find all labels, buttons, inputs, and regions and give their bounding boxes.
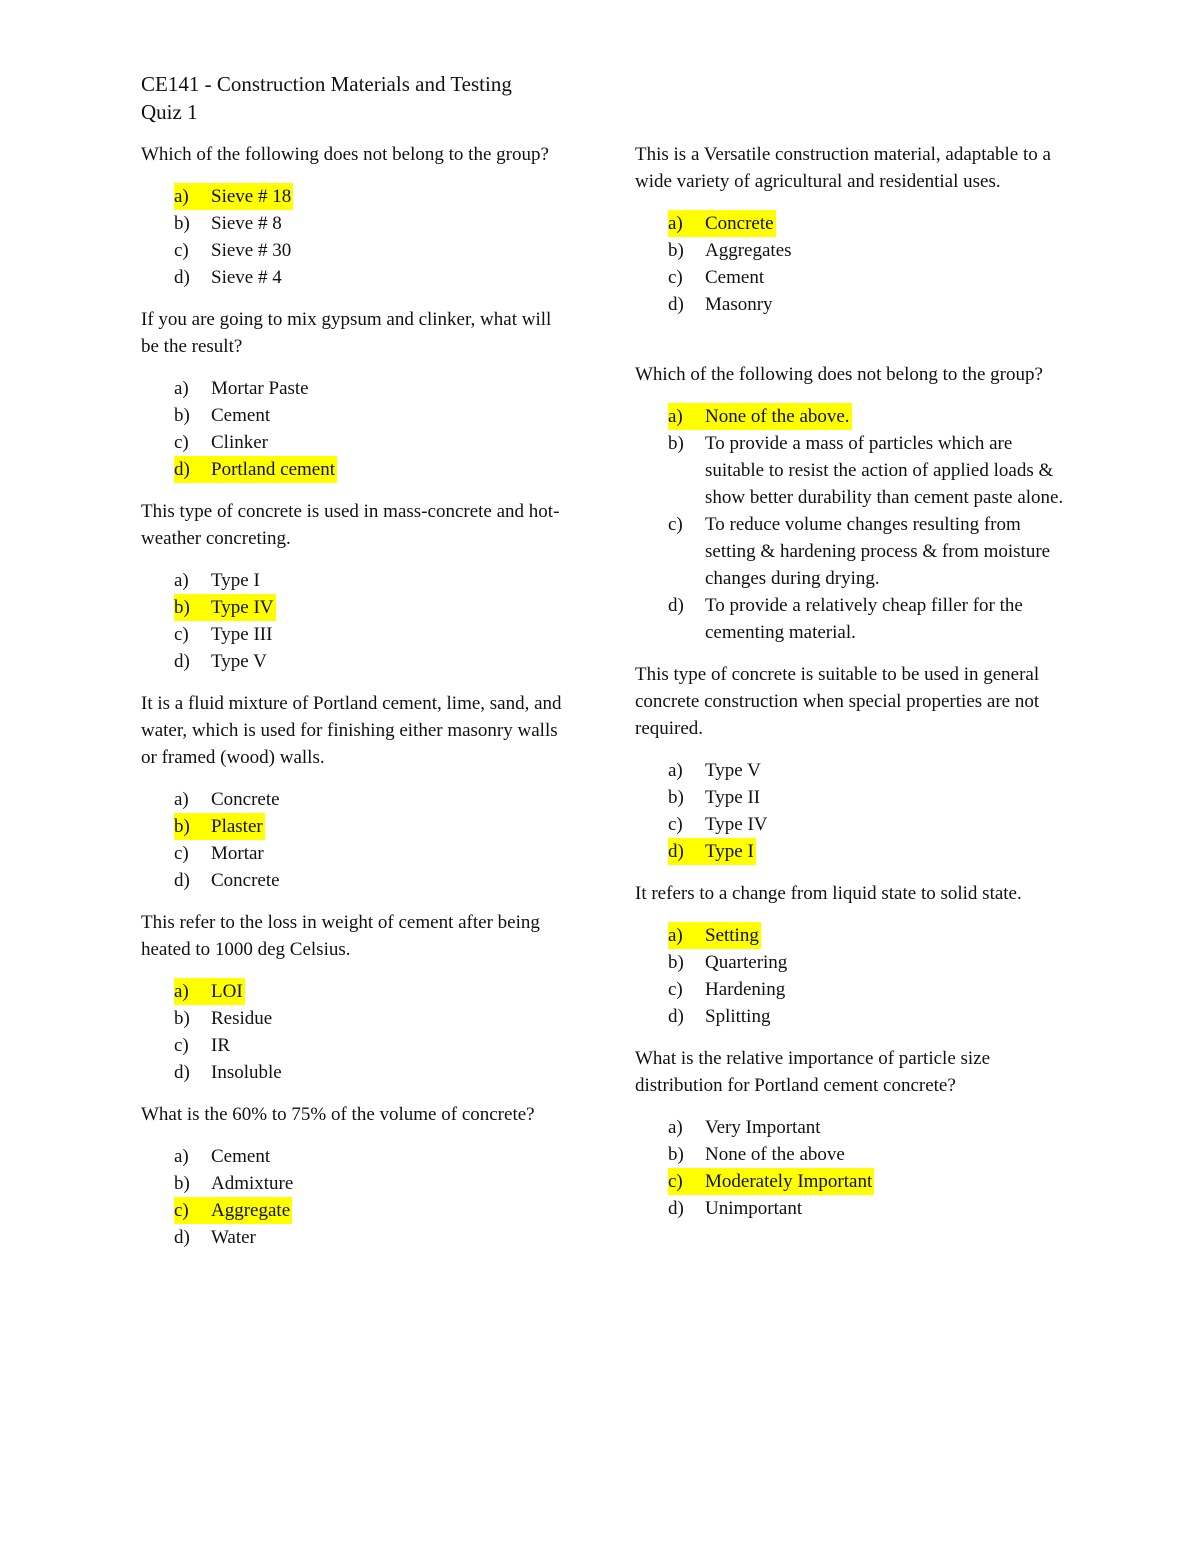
option-letter: a) <box>174 981 189 1002</box>
answer-option <box>668 1141 1075 1168</box>
answer-highlight <box>174 813 265 840</box>
option-text: To reduce volume changes resulting from setting & hardening process & from moisture changes during drying. <box>705 514 1051 589</box>
answer-option <box>668 784 1075 811</box>
option-list <box>141 1143 571 1251</box>
answer-option <box>668 757 1075 784</box>
answer-option-highlighted <box>668 922 1075 949</box>
option-text: Masonry <box>705 294 773 315</box>
option-text: Admixture <box>211 1173 294 1194</box>
question <box>635 141 1075 346</box>
option-text: LOI <box>211 981 243 1002</box>
answer-option <box>174 210 571 237</box>
option-text: Sieve # 30 <box>211 240 292 261</box>
answer-option <box>174 567 571 594</box>
option-list <box>141 375 571 483</box>
option-text: Sieve # 4 <box>211 267 282 288</box>
question-text: This is a Versatile construction material, adaptable to a wide variety of agricultural and residential uses. <box>635 144 1051 192</box>
answer-option <box>668 592 1075 646</box>
answer-option-highlighted <box>174 813 571 840</box>
answer-option-highlighted <box>668 403 1075 430</box>
option-text: Type IV <box>705 814 768 835</box>
option-text: Insoluble <box>211 1062 282 1083</box>
option-letter: a) <box>668 925 683 946</box>
answer-option <box>668 949 1075 976</box>
option-text: To provide a mass of particles which are suitable to resist the action of applied loads & show better durability than cement paste alone. <box>705 433 1064 508</box>
question-text: This type of concrete is used in mass-concrete and hot-weather concreting. <box>141 501 560 549</box>
option-letter: c) <box>668 814 683 835</box>
question-text: This refer to the loss in weight of cement after being heated to 1000 deg Celsius. <box>141 912 540 960</box>
option-list <box>635 922 1075 1030</box>
answer-option <box>174 375 571 402</box>
option-text: Setting <box>705 925 759 946</box>
answer-highlight <box>174 594 276 621</box>
option-letter: b) <box>668 1144 684 1165</box>
option-text: Type IV <box>211 597 274 618</box>
option-letter: d) <box>174 1227 190 1248</box>
answer-option-highlighted <box>174 1197 571 1224</box>
option-list <box>141 183 571 291</box>
option-letter: c) <box>668 267 683 288</box>
answer-highlight <box>668 210 776 237</box>
option-letter: c) <box>668 1171 683 1192</box>
option-text: Type III <box>211 624 273 645</box>
option-letter: a) <box>174 570 189 591</box>
option-letter: a) <box>174 1146 189 1167</box>
question-text: Which of the following does not belong to the group? <box>635 364 1043 385</box>
option-text: Hardening <box>705 979 786 1000</box>
answer-option <box>174 648 571 675</box>
question <box>141 909 571 1086</box>
option-letter: b) <box>174 816 190 837</box>
option-text: None of the above <box>705 1144 845 1165</box>
option-text: IR <box>211 1035 230 1056</box>
option-text: Residue <box>211 1008 273 1029</box>
answer-option <box>174 429 571 456</box>
option-text: Type V <box>705 760 761 781</box>
option-letter: b) <box>668 240 684 261</box>
option-text: Clinker <box>211 432 268 453</box>
option-letter: a) <box>668 406 683 427</box>
answer-option-highlighted <box>174 456 571 483</box>
option-letter: a) <box>668 1117 683 1138</box>
option-text: Cement <box>705 267 765 288</box>
answer-option <box>668 811 1075 838</box>
option-text: Moderately Important <box>705 1171 873 1192</box>
option-text: Unimportant <box>705 1198 803 1219</box>
option-letter: a) <box>668 213 683 234</box>
question-text: It refers to a change from liquid state to solid state. <box>635 883 1022 904</box>
option-letter: b) <box>174 405 190 426</box>
option-letter: c) <box>174 1035 189 1056</box>
option-letter: c) <box>174 1200 189 1221</box>
answer-option <box>174 1170 571 1197</box>
option-list <box>141 567 571 675</box>
answer-option <box>174 840 571 867</box>
answer-option <box>668 264 1075 291</box>
answer-option <box>174 867 571 894</box>
answer-option <box>668 237 1075 264</box>
option-letter: b) <box>174 1173 190 1194</box>
question-text: What is the 60% to 75% of the volume of concrete? <box>141 1104 535 1125</box>
question <box>635 361 1075 646</box>
option-text: Type II <box>705 787 761 808</box>
question <box>635 880 1075 1030</box>
answer-option <box>174 1005 571 1032</box>
option-letter: d) <box>174 267 190 288</box>
answer-highlight <box>668 403 852 430</box>
answer-option-highlighted <box>174 183 571 210</box>
quiz-subtitle: Quiz 1 <box>141 100 198 124</box>
option-text: To provide a relatively cheap filler for the cementing material. <box>705 595 1023 643</box>
option-text: Concrete <box>705 213 774 234</box>
option-text: Quartering <box>705 952 788 973</box>
answer-option <box>668 291 1075 318</box>
answer-highlight <box>174 1197 292 1224</box>
answer-option <box>174 786 571 813</box>
answer-highlight <box>174 456 337 483</box>
option-text: Mortar Paste <box>211 378 309 399</box>
question-text: This type of concrete is suitable to be used in general concrete construction when special properties are not required. <box>635 664 1040 739</box>
option-letter: c) <box>174 624 189 645</box>
option-letter: c) <box>668 979 683 1000</box>
answer-option-highlighted <box>668 210 1075 237</box>
option-letter: c) <box>174 843 189 864</box>
answer-highlight <box>668 1168 874 1195</box>
option-text: Aggregate <box>211 1200 291 1221</box>
answer-option <box>668 511 1075 592</box>
option-text: Aggregates <box>705 240 792 261</box>
answer-option <box>174 1032 571 1059</box>
option-letter: c) <box>668 514 683 535</box>
option-text: Portland cement <box>211 459 335 480</box>
option-letter: d) <box>668 595 684 616</box>
answer-option <box>174 1224 571 1251</box>
question <box>141 141 571 291</box>
option-text: Mortar <box>211 843 264 864</box>
left-column <box>141 141 571 1266</box>
option-text: Splitting <box>705 1006 771 1027</box>
question-text: Which of the following does not belong to the group? <box>141 144 549 165</box>
spacer <box>635 318 1075 346</box>
option-text: Very Important <box>705 1117 821 1138</box>
option-letter: b) <box>668 787 684 808</box>
question-text: If you are going to mix gypsum and clinker, what will be the result? <box>141 309 552 357</box>
option-letter: c) <box>174 432 189 453</box>
answer-option <box>174 621 571 648</box>
option-list <box>635 403 1075 646</box>
option-letter: d) <box>668 1198 684 1219</box>
option-list <box>141 786 571 894</box>
right-column <box>635 141 1075 1237</box>
question-text: It is a fluid mixture of Portland cement, lime, sand, and water, which is used for finishing either masonry walls or framed (wood) walls. <box>141 693 562 768</box>
option-letter: a) <box>668 760 683 781</box>
answer-option <box>668 1003 1075 1030</box>
option-text: Concrete <box>211 870 280 891</box>
option-text: Sieve # 8 <box>211 213 282 234</box>
option-list <box>141 978 571 1086</box>
option-letter: a) <box>174 789 189 810</box>
answer-highlight <box>174 978 245 1005</box>
answer-highlight <box>174 183 293 210</box>
option-letter: b) <box>174 597 190 618</box>
option-list <box>635 1114 1075 1222</box>
answer-option-highlighted <box>174 594 571 621</box>
option-letter: d) <box>668 1006 684 1027</box>
option-text: Plaster <box>211 816 263 837</box>
answer-option <box>668 430 1075 511</box>
option-text: Concrete <box>211 789 280 810</box>
option-letter: b) <box>668 433 684 454</box>
option-letter: a) <box>174 186 189 207</box>
option-letter: b) <box>668 952 684 973</box>
option-text: Type I <box>705 841 754 862</box>
option-letter: a) <box>174 378 189 399</box>
answer-option <box>174 264 571 291</box>
answer-option <box>174 1059 571 1086</box>
option-list <box>635 210 1075 318</box>
answer-option-highlighted <box>668 838 1075 865</box>
option-text: Water <box>211 1227 256 1248</box>
option-letter: c) <box>174 240 189 261</box>
answer-highlight <box>668 838 756 865</box>
answer-option <box>668 1195 1075 1222</box>
question <box>635 1045 1075 1222</box>
option-text: None of the above. <box>705 406 850 427</box>
answer-option <box>668 976 1075 1003</box>
option-letter: d) <box>174 459 190 480</box>
option-letter: d) <box>174 870 190 891</box>
option-letter: d) <box>174 1062 190 1083</box>
option-letter: d) <box>174 651 190 672</box>
answer-option-highlighted <box>668 1168 1075 1195</box>
document-header <box>141 70 601 126</box>
question <box>635 661 1075 865</box>
answer-option <box>174 1143 571 1170</box>
answer-highlight <box>668 922 761 949</box>
question-text: What is the relative importance of particle size distribution for Portland cement concrete? <box>635 1048 991 1096</box>
question <box>141 498 571 675</box>
option-text: Cement <box>211 405 271 426</box>
option-letter: d) <box>668 841 684 862</box>
option-list <box>635 757 1075 865</box>
option-letter: b) <box>174 213 190 234</box>
question <box>141 306 571 483</box>
option-text: Type I <box>211 570 260 591</box>
answer-option-highlighted <box>174 978 571 1005</box>
option-letter: b) <box>174 1008 190 1029</box>
answer-option <box>668 1114 1075 1141</box>
option-text: Cement <box>211 1146 271 1167</box>
page-title: CE141 - Construction Materials and Testing <box>141 72 512 96</box>
option-text: Sieve # 18 <box>211 186 292 207</box>
option-text: Type V <box>211 651 267 672</box>
option-letter: d) <box>668 294 684 315</box>
answer-option <box>174 237 571 264</box>
question <box>141 690 571 894</box>
answer-option <box>174 402 571 429</box>
question <box>141 1101 571 1251</box>
